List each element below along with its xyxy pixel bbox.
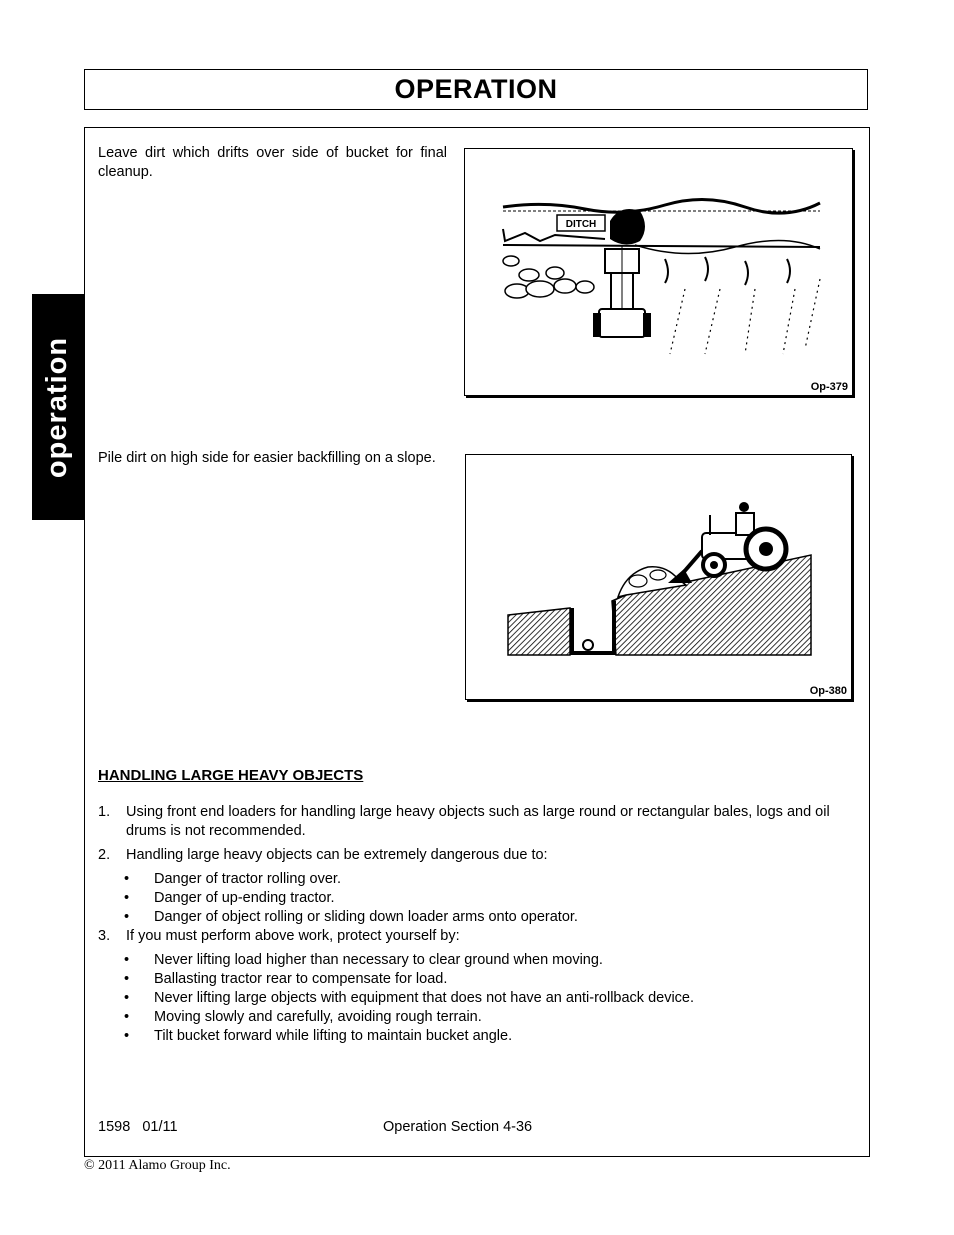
bullet-icon: • [124,952,130,968]
list-number: 3. [98,928,111,944]
bullet-icon: • [124,890,130,906]
figure-op-379 [464,148,853,396]
figure-label: Op-380 [809,685,847,697]
list-number: 1. [98,804,111,820]
doc-code: 1598 01/11 [98,1119,178,1135]
bullet-text: Never lifting large objects with equipment that does not have an anti-rollback device. [154,990,695,1006]
list-item [98,803,860,841]
bullet-item [98,908,860,927]
paragraph-final-cleanup: Leave dirt which drifts over side of bucket for final cleanup. [98,145,447,180]
bullet-item [98,889,860,908]
list-text: Handling large heavy objects can be extremely dangerous due to: [126,847,548,863]
bullet-item [98,1008,860,1027]
slope-backfill-illustration [466,455,851,699]
figure-op-380 [465,454,852,700]
list-item [98,927,860,946]
section-heading: HANDLING LARGE HEAVY OBJECTS [98,767,364,784]
bullet-text: Danger of tractor rolling over. [154,871,341,887]
bullet-list [98,870,860,927]
bullet-text: Tilt bucket forward while lifting to maintain bucket angle. [154,1028,513,1044]
header-box [84,69,868,110]
bullet-item [98,970,860,989]
bullet-text: Never lifting load higher than necessary to clear ground when moving. [154,952,603,968]
bullet-text: Danger of object rolling or sliding down loader arms onto operator. [154,909,578,925]
side-tab [32,294,84,520]
bullet-item [98,951,860,970]
paragraph-pile-dirt: Pile dirt on high side for easier backfilling on a slope. [98,450,436,466]
bullet-item [98,989,860,1008]
ditch-illustration [465,149,852,395]
numbered-list [98,803,860,1046]
ditch-sign-text: DITCH [565,219,597,230]
bullet-item [98,870,860,889]
bullet-text: Danger of up-ending tractor. [154,890,335,906]
bullet-text: Ballasting tractor rear to compensate for load. [154,971,448,987]
bullet-icon: • [124,1009,130,1025]
page-title: OPERATION [394,74,558,104]
bullet-icon: • [124,971,130,987]
bullet-item [98,1027,860,1046]
bullet-icon: • [124,990,130,1006]
list-text: Using front end loaders for handling large heavy objects such as large round or rectangular bales, logs and oil drums is not recommended. [126,804,830,839]
bullet-icon: • [124,909,130,925]
page-reference: Operation Section 4-36 [383,1119,533,1135]
bullet-list [98,951,860,1046]
side-tab-label: operation [41,336,74,478]
bullet-icon: • [124,1028,130,1044]
bullet-text: Moving slowly and carefully, avoiding rough terrain. [154,1009,482,1025]
bullet-icon: • [124,871,130,887]
list-item [98,846,860,865]
figure-label: Op-379 [810,381,848,393]
list-number: 2. [98,847,111,863]
copyright: © 2011 Alamo Group Inc. [84,1158,231,1173]
list-text: If you must perform above work, protect yourself by: [126,928,460,944]
